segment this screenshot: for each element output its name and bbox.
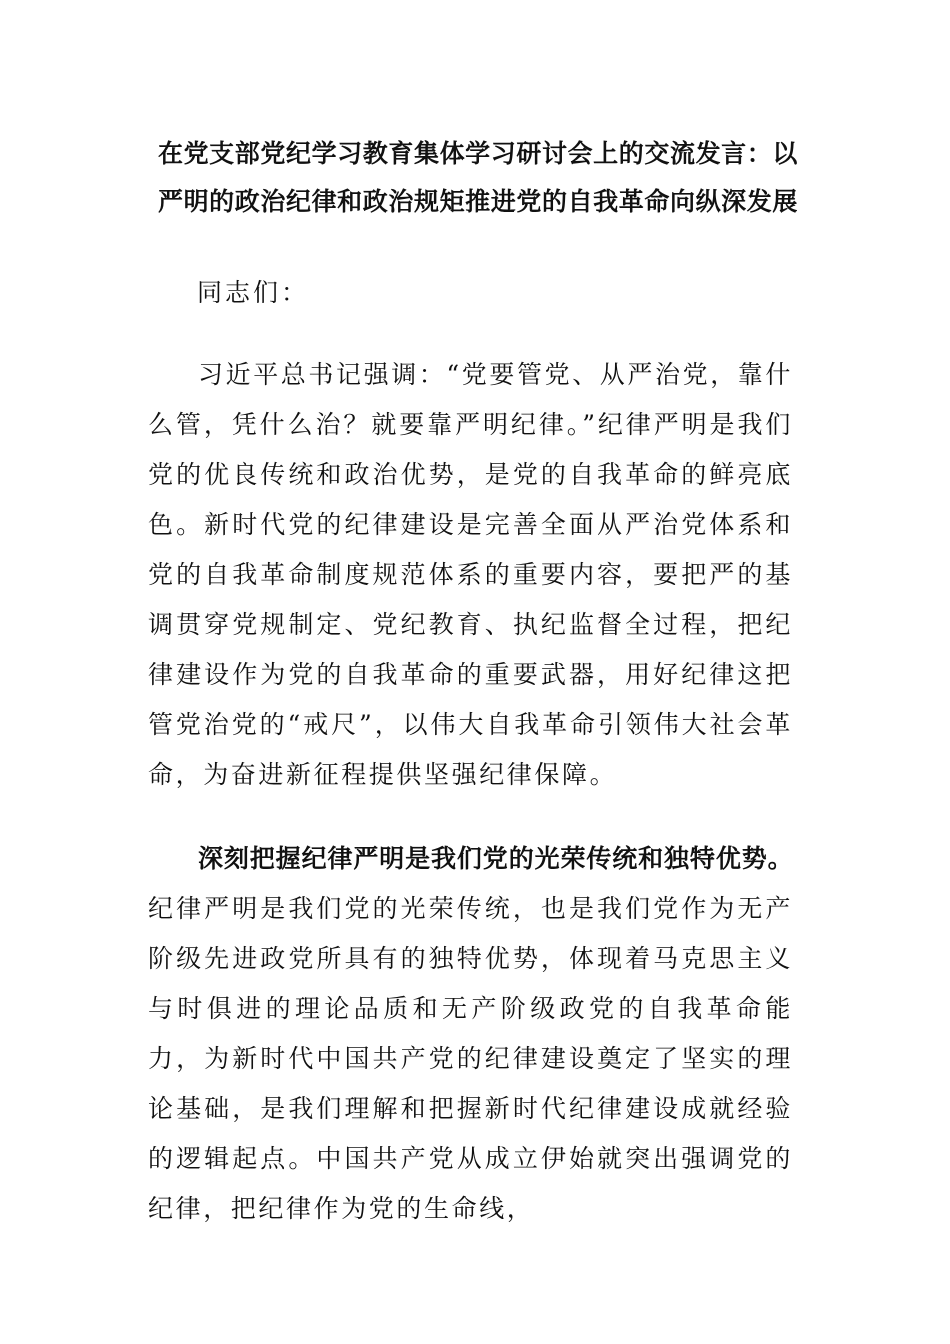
- salutation: 同志们：: [197, 278, 310, 307]
- paragraph-2-heading: 深刻把握纪律严明是我们党的光荣传统和独特优势。: [198, 844, 793, 873]
- document-title: 在党支部党纪学习教育集体学习研讨会上的交流发言：以严明的政治纪律和政治规矩推进党的自我革命向纵深发展: [157, 139, 798, 216]
- paragraph-2-text: 纪律严明是我们党的光荣传统，也是我们党作为无产阶级先进政党所具有的独特优势，体现着马克思主义与时俱进的理论品质和无产阶级政党的自我革命能力，为新时代中国共产党的纪律建设奠定了坚实的理论基础，是我们理解和把握新时代纪律建设成就经验的逻辑起点。中国共产党从成立伊始就突出强调党的纪律，把纪律作为党的生命线，: [148, 894, 793, 1223]
- paragraph-1: [148, 350, 793, 800]
- paragraph-2: [148, 834, 793, 1234]
- paragraph-1-text: 习近平总书记强调：“党要管党、从严治党，靠什么管，凭什么治？就要靠严明纪律。”纪律严明是我们党的优良传统和政治优势，是党的自我革命的鲜亮底色。新时代党的纪律建设是完善全面从严治党体系和党的自我革命制度规范体系的重要内容，要把严的基调贯穿党规制定、党纪教育、执纪监督全过程，把纪律建设作为党的自我革命的重要武器，用好纪律这把管党治党的“戒尺”，以伟大自我革命引领伟大社会革命，为奋进新征程提供坚强纪律保障。: [148, 360, 793, 789]
